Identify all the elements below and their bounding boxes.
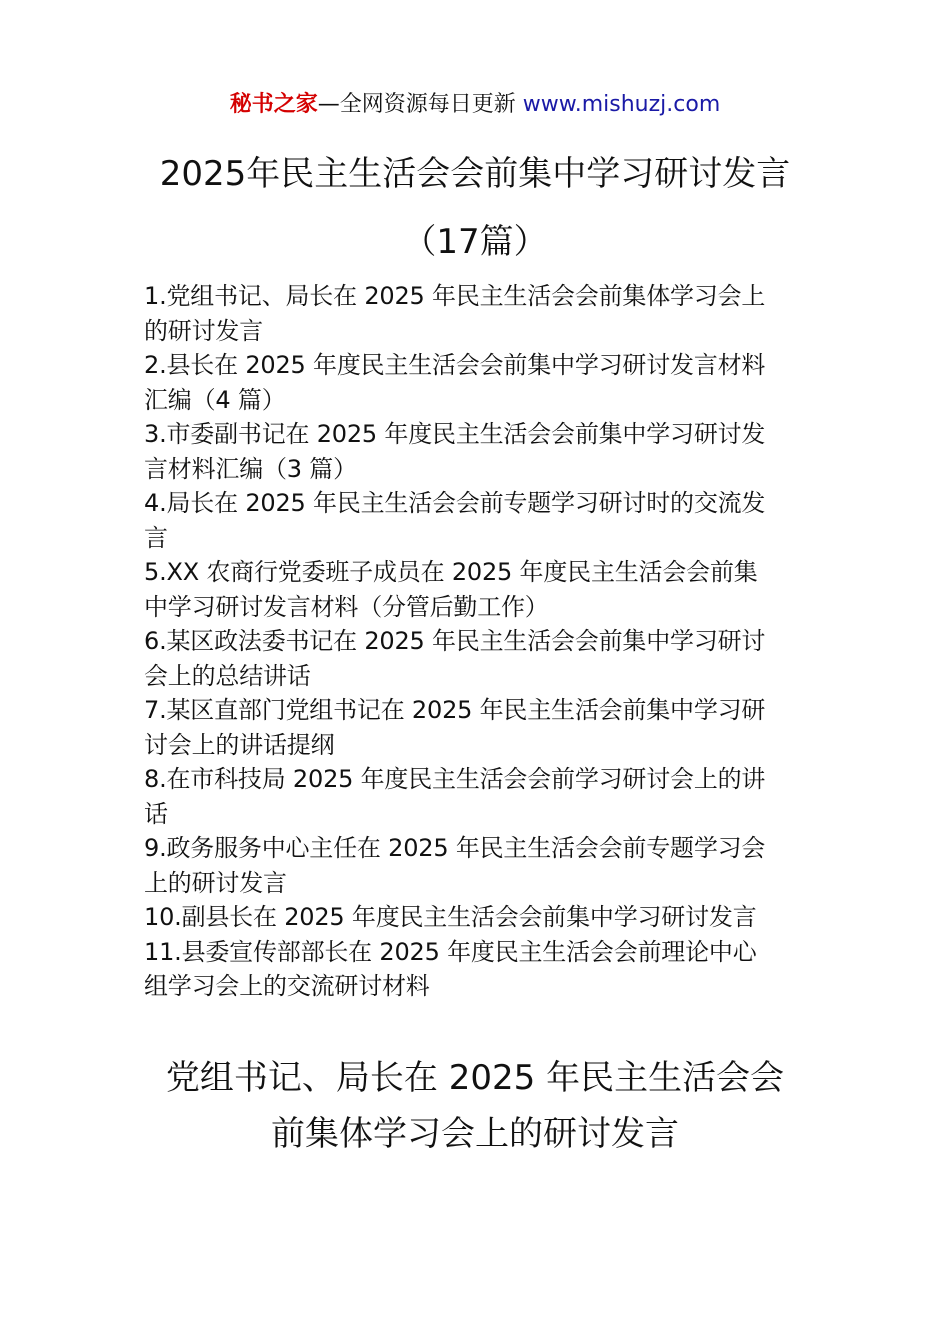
section-heading-line: 前集体学习会上的研讨发言	[271, 1114, 679, 1154]
toc-item	[144, 486, 810, 555]
toc-item-line: 3.市委副书记在 2025 年度民主生活会会前集中学习研讨发	[144, 420, 766, 448]
toc-item	[144, 935, 810, 1004]
toc-item-line: 中学习研讨发言材料（分管后勤工作）	[144, 592, 549, 621]
toc-item-line: 会上的总结讲话	[144, 661, 311, 690]
toc-item-line: 的研讨发言	[144, 316, 263, 345]
toc-item-line: 2.县长在 2025 年度民主生活会会前集中学习研讨发言材料	[144, 351, 766, 379]
toc-item-line: 5.XX 农商行党委班子成员在 2025 年度民主生活会会前集	[144, 558, 758, 586]
toc-item-line: 6.某区政法委书记在 2025 年民主生活会会前集中学习研讨	[144, 627, 766, 655]
section-heading	[0, 1050, 950, 1162]
toc-item	[144, 555, 810, 624]
toc-item	[144, 279, 810, 348]
toc-item	[144, 624, 810, 693]
toc-item-line: 组学习会上的交流研讨材料	[144, 972, 430, 1000]
toc-item	[144, 900, 810, 935]
toc-item-line: 言材料汇编（3 篇）	[144, 454, 357, 483]
toc-item	[144, 348, 810, 417]
toc-item	[144, 417, 810, 486]
toc-item	[144, 693, 810, 762]
table-of-contents	[144, 279, 810, 1004]
toc-item	[144, 762, 810, 831]
toc-item-line: 11.县委宣传部部长在 2025 年度民主生活会会前理论中心	[144, 937, 757, 966]
site-banner	[0, 88, 950, 122]
toc-item-line: 讨会上的讲话提纲	[144, 730, 335, 759]
toc-item-line: 言	[144, 523, 168, 552]
banner-tagline: —全网资源每日更新	[317, 92, 523, 117]
toc-item-line: 7.某区直部门党组书记在 2025 年民主生活会前集中学习研	[144, 696, 766, 724]
site-url-link[interactable]: www.mishuzj.com	[522, 92, 721, 117]
toc-item	[144, 831, 810, 900]
document-subtitle: （17篇）	[402, 222, 548, 262]
toc-item-line: 上的研讨发言	[144, 868, 287, 897]
toc-item-line: 9.政务服务中心主任在 2025 年民主生活会会前专题学习会	[144, 834, 766, 862]
brand-name: 秘书之家	[229, 92, 318, 117]
toc-item-line: 1.党组书记、局长在 2025 年民主生活会会前集体学习会上	[144, 282, 766, 310]
toc-item-line: 10.副县长在 2025 年度民主生活会会前集中学习研讨发言	[144, 903, 757, 931]
toc-item-line: 4.局长在 2025 年民主生活会会前专题学习研讨时的交流发	[144, 489, 766, 517]
toc-item-line: 8.在市科技局 2025 年度民主生活会会前学习研讨会上的讲	[144, 765, 766, 793]
document-title: 2025年民主生活会会前集中学习研讨发言	[159, 154, 791, 194]
section-heading-line: 党组书记、局长在 2025 年民主生活会会	[165, 1058, 785, 1098]
toc-item-line: 汇编（4 篇）	[144, 385, 286, 414]
toc-item-line: 话	[144, 799, 168, 828]
